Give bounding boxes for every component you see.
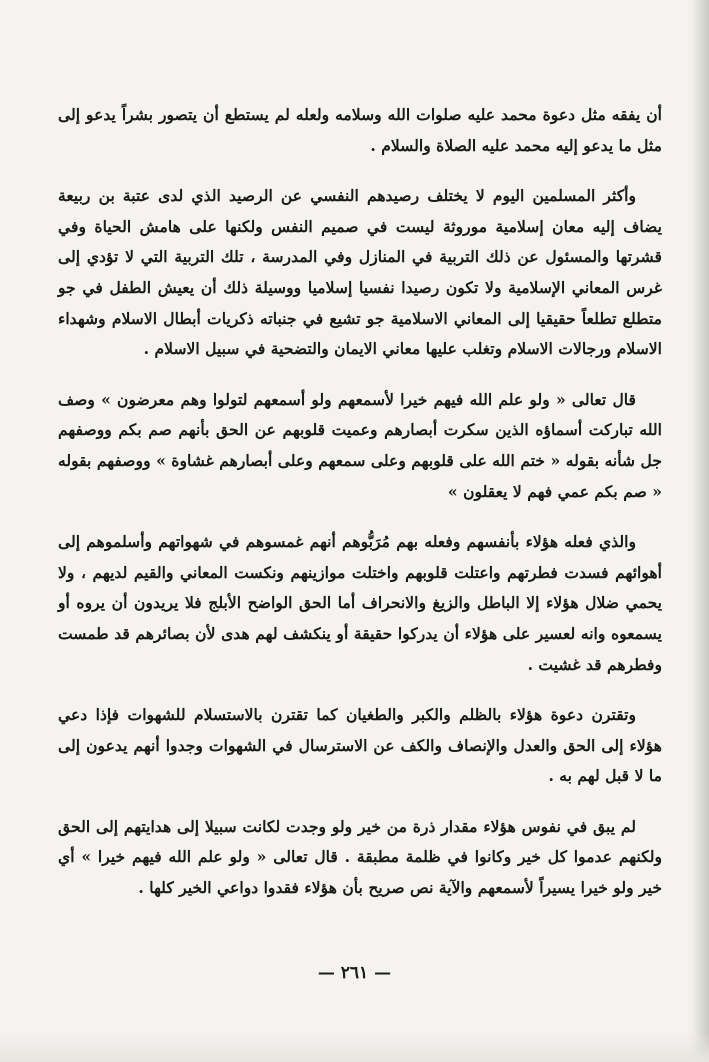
paragraph-1: أن يفقه مثل دعوة محمد عليه صلوات الله وسلامه ولعله لم يستطع أن يتصور بشراً يدعو إلى مثل ما يدعو إليه محمد عليه الصلاة والسلام . <box>58 105 662 155</box>
paragraph-2: وأكثر المسلمين اليوم لا يختلف رصيدهم النفسي عن الرصيد الذي لدى عتبة بن ربيعة يضاف إليه معان إسلامية موروثة ليست في صميم النفس ولكنها على هامش الحياة وفي قشرتها والمسئول عن ذلك التربية في المنازل وفي المدرسة ، تلك التربية التي لا تؤدي إلى غرس المعاني الإسلامية ولا تكون رصيدا نفسيا إسلاميا ووسيلة ذلك أن يعيش الطفل في جو متطلع تطلعاً حقيقيا إلى المعاني الاسلامية جو تشيع في جنباته ذكريات أبطال الاسلام وشهداء الاسلام ورجالات الاسلام وتغلب عليها معاني الايمان والتضحية في سبيل الاسلام . <box>58 186 662 359</box>
paragraph-6: لم يبق في نفوس هؤلاء مقدار ذرة من خير ولو وجدت لكانت سبيلا إلى هدايتهم إلى الحق ولكنهم عدموا كل خير وكانوا في ظلمة مطبقة . قال تعالى « ولو علم الله فيهم خيرا » أي خير ولو خيرا يسيراً لأسمعهم والآية نص صريح بأن هؤلاء فقدوا دواعي الخير كلها . <box>58 816 662 898</box>
paragraph-5: وتقترن دعوة هؤلاء بالظلم والكبر والطغيان كما تقترن بالاستسلام للشهوات فإذا دعي هؤلاء إلى الحق والعدل والإنصاف والكف عن الاسترسال في الشهوات وجدوا أنهم يدعون إلى ما لا قبل لهم به . <box>58 705 662 786</box>
page-body <box>58 100 662 904</box>
page-number: — ٢٦١ — <box>317 963 392 983</box>
page-edge-shadow <box>687 0 709 1062</box>
paragraph-4: والذي فعله هؤلاء بأنفسهم وفعله بهم مُرَبُّوهم أنهم غمسوهم في شهواتهم وأسلموهم إلى أهوائهم فسدت فطرتهم واعتلت قلوبهم واختلت موازينهم ونكست المعاني والقيم لديهم ، ولا يحمي ضلال هؤلاء إلا الباطل والزيغ والانحراف أما الحق الواضح الأبلج فلا يريدون أن يروه أو يسمعوه وانه لعسير على هؤلاء أن يدركوا حقيقة أو ينكشف لهم هدى لأن بصائرهم قد طمست وفطرهم قد غشيت . <box>58 532 662 674</box>
paragraph-3: قال تعالى « ولو علم الله فيهم خيرا لأسمعهم ولو أسمعهم لتولوا وهم معرضون » وصف الله تباركت أسماؤه الذين سكرت أبصارهم وعميت قلوبهم عن الحق بأنهم صم بكم ووصفهم جل شأنه بقوله « ختم الله على قلوبهم وعلى سمعهم وعلى أبصارهم غشاوة » ووصفهم بقوله « صم بكم عمي فهم لا يعقلون » <box>58 389 662 501</box>
page-bottom-shadow <box>0 1032 709 1062</box>
